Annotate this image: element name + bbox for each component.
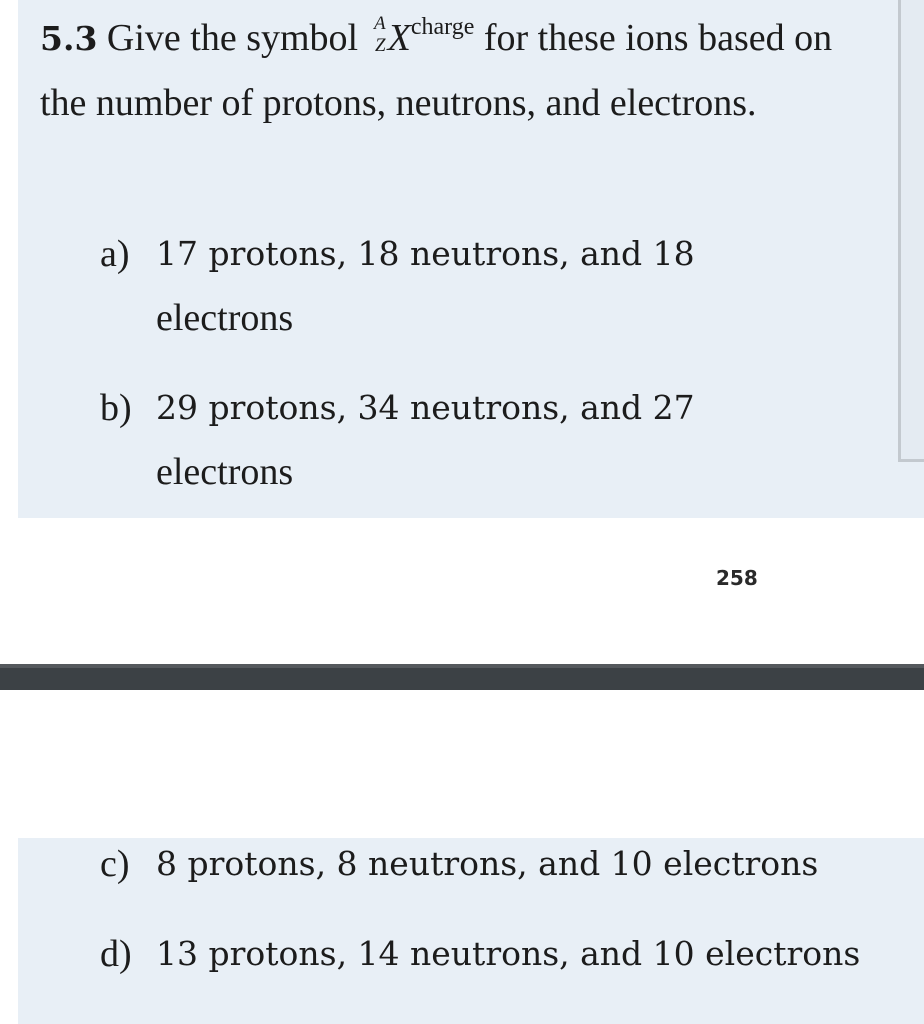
item-marker: b) — [100, 387, 132, 429]
item-marker: d) — [100, 933, 132, 975]
scroll-edge — [898, 0, 924, 462]
nuclide-symbol — [368, 6, 475, 70]
page-divider-highlight — [0, 664, 924, 668]
item-marker: a) — [100, 233, 130, 275]
item-text-line1: 8 protons, 8 neutrons, and 10 electrons — [156, 844, 819, 883]
prompt-text-after: for these ions based on the number of protons, neutrons, and electrons. — [40, 17, 833, 124]
item-text-line1: 17 protons, 18 neutrons, and 18 — [156, 234, 695, 273]
item-text-line1: 29 protons, 34 neutrons, and 27 — [156, 388, 695, 427]
item-marker: c) — [100, 843, 130, 885]
atomic-number-symbol: Z — [375, 35, 386, 56]
problem-prompt — [40, 6, 880, 135]
problem-number: 5.3 — [40, 19, 98, 58]
mass-number-symbol: A — [374, 13, 386, 34]
item-text-line2: electrons — [156, 451, 294, 493]
element-symbol: X — [387, 17, 411, 59]
prompt-text-before: Give the symbol — [97, 17, 368, 59]
page-number: 258 — [716, 566, 758, 590]
item-text-line2: electrons — [156, 297, 294, 339]
charge-superscript: charge — [410, 14, 475, 40]
item-text-line1: 13 protons, 14 neutrons, and 10 electrons — [156, 934, 861, 973]
